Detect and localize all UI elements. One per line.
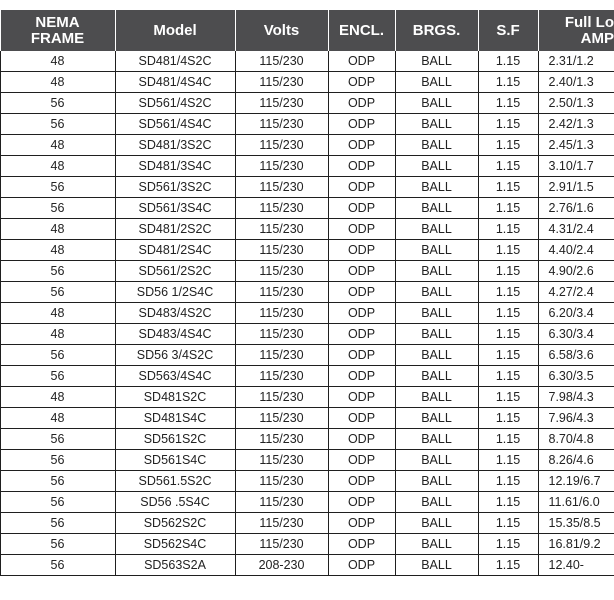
cell-encl: ODP bbox=[328, 51, 395, 72]
cell-full-load-amps: 16.81/9.2 bbox=[538, 534, 614, 555]
table-header-row bbox=[0, 10, 614, 51]
cell-sf: 1.15 bbox=[478, 51, 538, 72]
cell-volts: 115/230 bbox=[235, 240, 328, 261]
cell-nema-frame: 56 bbox=[0, 282, 115, 303]
header-full-load-amps bbox=[538, 10, 614, 51]
cell-sf: 1.15 bbox=[478, 387, 538, 408]
cell-sf: 1.15 bbox=[478, 282, 538, 303]
cell-brgs: BALL bbox=[395, 429, 478, 450]
header-sf: S.F bbox=[478, 10, 538, 51]
cell-nema-frame: 48 bbox=[0, 156, 115, 177]
cell-nema-frame: 48 bbox=[0, 324, 115, 345]
cell-full-load-amps: 15.35/8.5 bbox=[538, 513, 614, 534]
cell-model: SD481S2C bbox=[115, 387, 235, 408]
cell-full-load-amps: 2.91/1.5 bbox=[538, 177, 614, 198]
cell-volts: 115/230 bbox=[235, 345, 328, 366]
cell-sf: 1.15 bbox=[478, 135, 538, 156]
cell-encl: ODP bbox=[328, 240, 395, 261]
cell-model: SD563/4S4C bbox=[115, 366, 235, 387]
cell-encl: ODP bbox=[328, 492, 395, 513]
cell-brgs: BALL bbox=[395, 513, 478, 534]
cell-model: SD561/3S4C bbox=[115, 198, 235, 219]
table-row bbox=[0, 387, 614, 408]
cell-brgs: BALL bbox=[395, 135, 478, 156]
cell-full-load-amps: 2.76/1.6 bbox=[538, 198, 614, 219]
cell-brgs: BALL bbox=[395, 450, 478, 471]
cell-full-load-amps: 6.20/3.4 bbox=[538, 303, 614, 324]
cell-encl: ODP bbox=[328, 198, 395, 219]
cell-volts: 115/230 bbox=[235, 156, 328, 177]
header-nema-frame-line2: FRAME bbox=[30, 29, 85, 47]
cell-sf: 1.15 bbox=[478, 345, 538, 366]
cell-encl: ODP bbox=[328, 72, 395, 93]
cell-nema-frame: 48 bbox=[0, 408, 115, 429]
cell-full-load-amps: 2.50/1.3 bbox=[538, 93, 614, 114]
cell-encl: ODP bbox=[328, 555, 395, 576]
cell-nema-frame: 48 bbox=[0, 387, 115, 408]
cell-encl: ODP bbox=[328, 387, 395, 408]
cell-nema-frame: 56 bbox=[0, 114, 115, 135]
motor-spec-table bbox=[0, 10, 614, 576]
cell-full-load-amps: 7.98/4.3 bbox=[538, 387, 614, 408]
header-brgs: BRGS. bbox=[395, 10, 478, 51]
cell-model: SD561/2S2C bbox=[115, 261, 235, 282]
header-full-load-line2: AMP bbox=[580, 29, 614, 47]
cell-full-load-amps: 6.58/3.6 bbox=[538, 345, 614, 366]
cell-encl: ODP bbox=[328, 534, 395, 555]
table-row bbox=[0, 51, 614, 72]
cell-sf: 1.15 bbox=[478, 471, 538, 492]
cell-full-load-amps: 2.45/1.3 bbox=[538, 135, 614, 156]
cell-model: SD561.5S2C bbox=[115, 471, 235, 492]
cell-volts: 115/230 bbox=[235, 492, 328, 513]
cell-volts: 115/230 bbox=[235, 408, 328, 429]
cell-encl: ODP bbox=[328, 513, 395, 534]
cell-brgs: BALL bbox=[395, 387, 478, 408]
cell-volts: 115/230 bbox=[235, 471, 328, 492]
cell-full-load-amps: 7.96/4.3 bbox=[538, 408, 614, 429]
cell-sf: 1.15 bbox=[478, 324, 538, 345]
cell-full-load-amps: 12.19/6.7 bbox=[538, 471, 614, 492]
cell-full-load-amps: 8.70/4.8 bbox=[538, 429, 614, 450]
cell-encl: ODP bbox=[328, 261, 395, 282]
cell-nema-frame: 56 bbox=[0, 177, 115, 198]
cell-sf: 1.15 bbox=[478, 219, 538, 240]
cell-encl: ODP bbox=[328, 282, 395, 303]
cell-encl: ODP bbox=[328, 324, 395, 345]
cell-brgs: BALL bbox=[395, 345, 478, 366]
header-model: Model bbox=[115, 10, 235, 51]
table-row bbox=[0, 555, 614, 576]
cell-sf: 1.15 bbox=[478, 240, 538, 261]
cell-sf: 1.15 bbox=[478, 408, 538, 429]
table-row bbox=[0, 408, 614, 429]
table-row bbox=[0, 324, 614, 345]
cell-brgs: BALL bbox=[395, 324, 478, 345]
table-row bbox=[0, 429, 614, 450]
cell-model: SD561/3S2C bbox=[115, 177, 235, 198]
cell-nema-frame: 48 bbox=[0, 219, 115, 240]
cell-brgs: BALL bbox=[395, 240, 478, 261]
cell-volts: 115/230 bbox=[235, 387, 328, 408]
cell-full-load-amps: 4.31/2.4 bbox=[538, 219, 614, 240]
table-row bbox=[0, 345, 614, 366]
cell-nema-frame: 56 bbox=[0, 93, 115, 114]
cell-sf: 1.15 bbox=[478, 114, 538, 135]
cell-volts: 115/230 bbox=[235, 198, 328, 219]
header-nema-frame-line1: NEMA bbox=[35, 13, 80, 31]
cell-sf: 1.15 bbox=[478, 261, 538, 282]
header-full-load-line1: Full Lo bbox=[564, 13, 614, 31]
cell-nema-frame: 56 bbox=[0, 429, 115, 450]
table-row bbox=[0, 303, 614, 324]
cell-volts: 115/230 bbox=[235, 450, 328, 471]
cell-brgs: BALL bbox=[395, 261, 478, 282]
cell-sf: 1.15 bbox=[478, 72, 538, 93]
cell-nema-frame: 56 bbox=[0, 198, 115, 219]
table-row bbox=[0, 135, 614, 156]
cell-model: SD562S2C bbox=[115, 513, 235, 534]
cell-sf: 1.15 bbox=[478, 429, 538, 450]
cell-brgs: BALL bbox=[395, 219, 478, 240]
table-row bbox=[0, 471, 614, 492]
cell-model: SD481/2S2C bbox=[115, 219, 235, 240]
cell-nema-frame: 48 bbox=[0, 303, 115, 324]
cell-nema-frame: 56 bbox=[0, 366, 115, 387]
cell-brgs: BALL bbox=[395, 471, 478, 492]
cell-nema-frame: 56 bbox=[0, 492, 115, 513]
cell-volts: 115/230 bbox=[235, 303, 328, 324]
cell-volts: 115/230 bbox=[235, 51, 328, 72]
cell-brgs: BALL bbox=[395, 366, 478, 387]
cell-brgs: BALL bbox=[395, 303, 478, 324]
cell-sf: 1.15 bbox=[478, 555, 538, 576]
table-row bbox=[0, 366, 614, 387]
cell-brgs: BALL bbox=[395, 72, 478, 93]
cell-brgs: BALL bbox=[395, 408, 478, 429]
cell-nema-frame: 56 bbox=[0, 261, 115, 282]
cell-model: SD481S4C bbox=[115, 408, 235, 429]
cell-sf: 1.15 bbox=[478, 534, 538, 555]
cell-nema-frame: 56 bbox=[0, 534, 115, 555]
cell-brgs: BALL bbox=[395, 198, 478, 219]
table-row bbox=[0, 177, 614, 198]
cell-encl: ODP bbox=[328, 219, 395, 240]
cell-sf: 1.15 bbox=[478, 450, 538, 471]
cell-full-load-amps: 2.40/1.3 bbox=[538, 72, 614, 93]
cell-encl: ODP bbox=[328, 303, 395, 324]
cell-volts: 115/230 bbox=[235, 177, 328, 198]
cell-sf: 1.15 bbox=[478, 303, 538, 324]
cell-encl: ODP bbox=[328, 345, 395, 366]
cell-full-load-amps: 4.90/2.6 bbox=[538, 261, 614, 282]
cell-full-load-amps: 6.30/3.4 bbox=[538, 324, 614, 345]
cell-model: SD481/3S2C bbox=[115, 135, 235, 156]
cell-nema-frame: 56 bbox=[0, 471, 115, 492]
table-row bbox=[0, 93, 614, 114]
cell-model: SD481/2S4C bbox=[115, 240, 235, 261]
cell-model: SD481/4S4C bbox=[115, 72, 235, 93]
table-row bbox=[0, 261, 614, 282]
cell-nema-frame: 48 bbox=[0, 72, 115, 93]
cell-encl: ODP bbox=[328, 156, 395, 177]
cell-volts: 115/230 bbox=[235, 219, 328, 240]
cell-model: SD561/4S4C bbox=[115, 114, 235, 135]
cell-sf: 1.15 bbox=[478, 366, 538, 387]
cell-brgs: BALL bbox=[395, 177, 478, 198]
cell-volts: 115/230 bbox=[235, 261, 328, 282]
cell-nema-frame: 56 bbox=[0, 345, 115, 366]
table-row bbox=[0, 72, 614, 93]
table-row bbox=[0, 282, 614, 303]
table-row bbox=[0, 219, 614, 240]
cell-encl: ODP bbox=[328, 429, 395, 450]
cell-model: SD483/4S2C bbox=[115, 303, 235, 324]
cell-brgs: BALL bbox=[395, 93, 478, 114]
cell-volts: 115/230 bbox=[235, 282, 328, 303]
cell-full-load-amps: 2.42/1.3 bbox=[538, 114, 614, 135]
cell-sf: 1.15 bbox=[478, 177, 538, 198]
cell-volts: 115/230 bbox=[235, 93, 328, 114]
cell-model: SD56 3/4S2C bbox=[115, 345, 235, 366]
cell-model: SD56 .5S4C bbox=[115, 492, 235, 513]
cell-volts: 115/230 bbox=[235, 135, 328, 156]
cell-brgs: BALL bbox=[395, 156, 478, 177]
cell-encl: ODP bbox=[328, 93, 395, 114]
cell-nema-frame: 56 bbox=[0, 450, 115, 471]
cell-full-load-amps: 11.61/6.0 bbox=[538, 492, 614, 513]
cell-sf: 1.15 bbox=[478, 156, 538, 177]
cell-full-load-amps: 3.10/1.7 bbox=[538, 156, 614, 177]
cell-sf: 1.15 bbox=[478, 93, 538, 114]
cell-encl: ODP bbox=[328, 450, 395, 471]
cell-brgs: BALL bbox=[395, 555, 478, 576]
cell-brgs: BALL bbox=[395, 492, 478, 513]
cell-nema-frame: 56 bbox=[0, 555, 115, 576]
cell-brgs: BALL bbox=[395, 282, 478, 303]
cell-full-load-amps: 6.30/3.5 bbox=[538, 366, 614, 387]
cell-model: SD481/3S4C bbox=[115, 156, 235, 177]
cell-model: SD562S4C bbox=[115, 534, 235, 555]
cell-encl: ODP bbox=[328, 135, 395, 156]
cell-volts: 115/230 bbox=[235, 324, 328, 345]
cell-nema-frame: 48 bbox=[0, 51, 115, 72]
table-row bbox=[0, 156, 614, 177]
cell-brgs: BALL bbox=[395, 51, 478, 72]
cell-sf: 1.15 bbox=[478, 513, 538, 534]
cell-model: SD561S4C bbox=[115, 450, 235, 471]
header-nema-frame bbox=[0, 10, 115, 51]
cell-encl: ODP bbox=[328, 408, 395, 429]
cell-encl: ODP bbox=[328, 471, 395, 492]
cell-volts: 115/230 bbox=[235, 366, 328, 387]
table-row bbox=[0, 492, 614, 513]
cell-brgs: BALL bbox=[395, 534, 478, 555]
cell-volts: 115/230 bbox=[235, 72, 328, 93]
cell-full-load-amps: 4.40/2.4 bbox=[538, 240, 614, 261]
cell-nema-frame: 48 bbox=[0, 135, 115, 156]
table-row bbox=[0, 240, 614, 261]
cell-full-load-amps: 12.40- bbox=[538, 555, 614, 576]
table-row bbox=[0, 114, 614, 135]
header-volts: Volts bbox=[235, 10, 328, 51]
cell-volts: 115/230 bbox=[235, 534, 328, 555]
cell-encl: ODP bbox=[328, 114, 395, 135]
cell-brgs: BALL bbox=[395, 114, 478, 135]
cell-full-load-amps: 8.26/4.6 bbox=[538, 450, 614, 471]
cell-sf: 1.15 bbox=[478, 198, 538, 219]
cell-model: SD481/4S2C bbox=[115, 51, 235, 72]
table-row bbox=[0, 534, 614, 555]
cell-model: SD563S2A bbox=[115, 555, 235, 576]
cell-volts: 115/230 bbox=[235, 114, 328, 135]
cell-model: SD483/4S4C bbox=[115, 324, 235, 345]
cell-full-load-amps: 2.31/1.2 bbox=[538, 51, 614, 72]
cell-volts: 208-230 bbox=[235, 555, 328, 576]
cell-encl: ODP bbox=[328, 177, 395, 198]
cell-nema-frame: 48 bbox=[0, 240, 115, 261]
cell-encl: ODP bbox=[328, 366, 395, 387]
table-row bbox=[0, 450, 614, 471]
table-body bbox=[0, 51, 614, 576]
cell-model: SD56 1/2S4C bbox=[115, 282, 235, 303]
cell-sf: 1.15 bbox=[478, 492, 538, 513]
cell-model: SD561/4S2C bbox=[115, 93, 235, 114]
cell-volts: 115/230 bbox=[235, 513, 328, 534]
header-encl: ENCL. bbox=[328, 10, 395, 51]
table-row bbox=[0, 198, 614, 219]
cell-model: SD561S2C bbox=[115, 429, 235, 450]
table-row bbox=[0, 513, 614, 534]
cell-volts: 115/230 bbox=[235, 429, 328, 450]
cell-nema-frame: 56 bbox=[0, 513, 115, 534]
cell-full-load-amps: 4.27/2.4 bbox=[538, 282, 614, 303]
